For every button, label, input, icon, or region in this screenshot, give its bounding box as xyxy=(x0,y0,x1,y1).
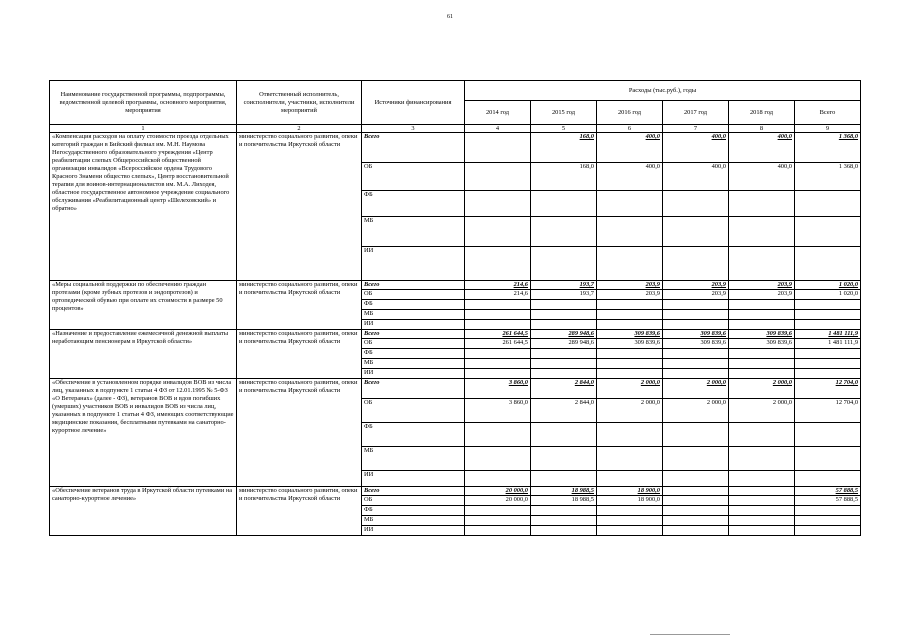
funding-source: МБ xyxy=(362,516,465,526)
amount-cell: 203,9 xyxy=(663,290,729,300)
amount-cell xyxy=(465,320,531,330)
activity-responsible: министерство социального развития, опеки и попечительства Иркутской области xyxy=(237,330,362,379)
funding-source: ФБ xyxy=(362,349,465,359)
amount-cell xyxy=(531,423,597,447)
amount-cell xyxy=(465,310,531,320)
amount-cell xyxy=(795,247,861,281)
amount-cell: 1 368,0 xyxy=(795,133,861,163)
amount-cell xyxy=(597,471,663,487)
amount-cell xyxy=(729,516,795,526)
amount-cell xyxy=(465,526,531,536)
funding-source: МБ xyxy=(362,310,465,320)
amount-cell xyxy=(729,217,795,247)
amount-cell: 400,0 xyxy=(663,163,729,191)
table-row xyxy=(50,379,861,399)
amount-cell xyxy=(465,349,531,359)
amount-cell xyxy=(465,191,531,217)
amount-cell xyxy=(729,496,795,506)
amount-cell xyxy=(663,310,729,320)
amount-cell xyxy=(597,526,663,536)
amount-cell xyxy=(597,516,663,526)
header-expenses: Расходы (тыс.руб.), годы xyxy=(465,81,861,101)
amount-cell xyxy=(795,471,861,487)
amount-cell xyxy=(729,247,795,281)
amount-cell xyxy=(531,300,597,310)
amount-cell: 168,0 xyxy=(531,163,597,191)
amount-cell xyxy=(597,310,663,320)
amount-cell xyxy=(465,300,531,310)
amount-cell: 12 704,0 xyxy=(795,399,861,423)
amount-cell xyxy=(729,320,795,330)
funding-source: ОБ xyxy=(362,290,465,300)
header-name: Наименование государственной программы, подпрограммы, ведомственной целевой программы, основного мероприятия, мероприятия xyxy=(50,81,237,125)
amount-cell xyxy=(597,447,663,471)
funding-source: Всего xyxy=(362,379,465,399)
amount-cell: 2 000,0 xyxy=(663,379,729,399)
activity-responsible: министерство социального развития, опеки и попечительства Иркутской области xyxy=(237,133,362,281)
amount-cell xyxy=(663,423,729,447)
amount-cell xyxy=(663,369,729,379)
amount-cell xyxy=(597,300,663,310)
amount-cell xyxy=(597,247,663,281)
amount-cell xyxy=(465,423,531,447)
funding-source: МБ xyxy=(362,217,465,247)
header-source: Источники финансирования xyxy=(362,81,465,125)
amount-cell: 57 888,5 xyxy=(795,496,861,506)
funding-source: ИИ xyxy=(362,526,465,536)
amount-cell xyxy=(531,349,597,359)
column-number: 8 xyxy=(729,125,795,133)
amount-cell: 1 020,0 xyxy=(795,281,861,290)
funding-source: ИИ xyxy=(362,247,465,281)
funding-source: ОБ xyxy=(362,163,465,191)
column-number: 4 xyxy=(465,125,531,133)
amount-cell xyxy=(729,191,795,217)
activity-name: «Назначение и предоставление ежемесячной денежной выплаты неработающим пенсионерам в Иркутской области» xyxy=(50,330,237,379)
amount-cell: 400,0 xyxy=(597,133,663,163)
funding-source: Всего xyxy=(362,487,465,496)
amount-cell: 400,0 xyxy=(729,163,795,191)
amount-cell xyxy=(531,506,597,516)
amount-cell: 2 844,0 xyxy=(531,379,597,399)
amount-cell xyxy=(795,447,861,471)
amount-cell xyxy=(729,526,795,536)
amount-cell xyxy=(663,447,729,471)
amount-cell xyxy=(663,320,729,330)
amount-cell xyxy=(531,516,597,526)
amount-cell xyxy=(531,247,597,281)
amount-cell: 309 839,6 xyxy=(597,330,663,339)
amount-cell: 261 644,5 xyxy=(465,330,531,339)
amount-cell xyxy=(663,217,729,247)
amount-cell xyxy=(597,217,663,247)
amount-cell xyxy=(597,359,663,369)
activity-name: «Обеспечение в установленном порядке инвалидов ВОВ из числа лиц, указанных в подпункте 1 статьи 4 ФЗ от 12.01.1995 № 5-ФЗ «О Ветеранах» (далее - ФЗ), ветеранов ВОВ и вдов погибших (умерших) участников ВОВ и инвалидов ВОВ из числа лиц, указанных в подпункте 1 статьи 4 ФЗ, имеющих соответствующие медицинские показания, бесплатными путевками на санаторно-курортное лечение» xyxy=(50,379,237,487)
amount-cell: 2 000,0 xyxy=(597,399,663,423)
amount-cell xyxy=(729,506,795,516)
amount-cell xyxy=(729,310,795,320)
amount-cell xyxy=(729,447,795,471)
column-number: 2 xyxy=(237,125,362,133)
amount-cell xyxy=(795,300,861,310)
amount-cell: 18 988,5 xyxy=(531,496,597,506)
amount-cell xyxy=(465,359,531,369)
amount-cell xyxy=(663,471,729,487)
amount-cell xyxy=(531,191,597,217)
amount-cell: 3 860,0 xyxy=(465,399,531,423)
amount-cell: 400,0 xyxy=(663,133,729,163)
amount-cell xyxy=(597,349,663,359)
amount-cell: 309 839,6 xyxy=(729,339,795,349)
amount-cell: 203,9 xyxy=(729,290,795,300)
amount-cell xyxy=(663,526,729,536)
amount-cell xyxy=(531,447,597,471)
amount-cell: 2 000,0 xyxy=(729,399,795,423)
funding-source: ИИ xyxy=(362,320,465,330)
amount-cell: 203,9 xyxy=(597,290,663,300)
amount-cell: 193,7 xyxy=(531,281,597,290)
amount-cell: 261 644,5 xyxy=(465,339,531,349)
activity-responsible: министерство социального развития, опеки и попечительства Иркутской области xyxy=(237,487,362,536)
funding-source: Всего xyxy=(362,330,465,339)
column-number: 7 xyxy=(663,125,729,133)
amount-cell: 20 000,0 xyxy=(465,487,531,496)
amount-cell: 203,9 xyxy=(597,281,663,290)
amount-cell xyxy=(465,247,531,281)
header-year: 2016 год xyxy=(597,101,663,125)
activity-name: «Меры социальной поддержки по обеспечению граждан протезами (кроме зубных протезов и эндопротезов) и ортопедической обувью при оплате их стоимости в размере 50 процентов» xyxy=(50,281,237,330)
amount-cell xyxy=(729,471,795,487)
funding-source: ФБ xyxy=(362,300,465,310)
amount-cell: 309 839,6 xyxy=(663,330,729,339)
amount-cell xyxy=(663,359,729,369)
amount-cell xyxy=(729,349,795,359)
amount-cell: 1 368,0 xyxy=(795,163,861,191)
amount-cell xyxy=(531,369,597,379)
amount-cell: 20 000,0 xyxy=(465,496,531,506)
table-row xyxy=(50,133,861,163)
amount-cell xyxy=(531,310,597,320)
amount-cell: 1 020,0 xyxy=(795,290,861,300)
amount-cell xyxy=(795,310,861,320)
amount-cell xyxy=(795,369,861,379)
amount-cell xyxy=(663,496,729,506)
amount-cell xyxy=(795,423,861,447)
amount-cell xyxy=(795,359,861,369)
amount-cell xyxy=(663,516,729,526)
amount-cell xyxy=(729,359,795,369)
amount-cell xyxy=(465,471,531,487)
amount-cell xyxy=(531,471,597,487)
amount-cell xyxy=(597,506,663,516)
table-row xyxy=(50,330,861,339)
table-row xyxy=(50,487,861,496)
amount-cell xyxy=(465,506,531,516)
header-total: Всего xyxy=(795,101,861,125)
amount-cell xyxy=(597,191,663,217)
amount-cell: 214,6 xyxy=(465,290,531,300)
amount-cell xyxy=(465,217,531,247)
amount-cell xyxy=(465,516,531,526)
funding-source: ОБ xyxy=(362,339,465,349)
header-responsible: Ответственный исполнитель, соисполнители, участники, исполнители мероприятий xyxy=(237,81,362,125)
amount-cell xyxy=(795,516,861,526)
amount-cell xyxy=(729,423,795,447)
amount-cell: 1 481 111,9 xyxy=(795,330,861,339)
table-row xyxy=(50,281,861,290)
column-number: 9 xyxy=(795,125,861,133)
amount-cell: 309 839,6 xyxy=(597,339,663,349)
amount-cell xyxy=(729,369,795,379)
column-number: 1 xyxy=(50,125,237,133)
funding-source: ИИ xyxy=(362,471,465,487)
funding-source: МБ xyxy=(362,447,465,471)
amount-cell xyxy=(663,349,729,359)
amount-cell xyxy=(663,506,729,516)
column-number: 6 xyxy=(597,125,663,133)
amount-cell: 57 888,5 xyxy=(795,487,861,496)
amount-cell xyxy=(795,526,861,536)
amount-cell xyxy=(531,359,597,369)
funding-source: ФБ xyxy=(362,191,465,217)
amount-cell: 193,7 xyxy=(531,290,597,300)
amount-cell: 3 860,0 xyxy=(465,379,531,399)
amount-cell xyxy=(729,487,795,496)
amount-cell xyxy=(795,349,861,359)
amount-cell: 18 900,0 xyxy=(597,496,663,506)
amount-cell: 12 704,0 xyxy=(795,379,861,399)
header-year: 2018 год xyxy=(729,101,795,125)
amount-cell: 214,6 xyxy=(465,281,531,290)
amount-cell: 2 000,0 xyxy=(663,399,729,423)
funding-source: ФБ xyxy=(362,423,465,447)
column-number: 5 xyxy=(531,125,597,133)
amount-cell xyxy=(663,247,729,281)
header-year: 2017 год xyxy=(663,101,729,125)
funding-source: Всего xyxy=(362,281,465,290)
amount-cell: 2 844,0 xyxy=(531,399,597,423)
amount-cell xyxy=(663,300,729,310)
table-body xyxy=(50,133,861,536)
amount-cell xyxy=(531,217,597,247)
amount-cell: 18 988,5 xyxy=(531,487,597,496)
scan-artifact-line xyxy=(650,634,730,635)
activity-responsible: министерство социального развития, опеки и попечительства Иркутской области xyxy=(237,281,362,330)
amount-cell xyxy=(597,423,663,447)
header-year: 2014 год xyxy=(465,101,531,125)
funding-source: ОБ xyxy=(362,399,465,423)
column-number: 3 xyxy=(362,125,465,133)
funding-source: ОБ xyxy=(362,496,465,506)
funding-source: Всего xyxy=(362,133,465,163)
expenses-table xyxy=(49,80,861,536)
amount-cell xyxy=(465,163,531,191)
activity-name: «Компенсация расходов на оплату стоимости проезда отдельных категорий граждан в Бийский филиал им. М.Н. Наумова Негосударственного образовательного учреждения «Центр реабилитации слепых Общероссийской общественной организации инвалидов «Всероссийское ордена Трудового Красного Знамени общество слепых», Центр восстановительной терапии для воинов-интернационалистов им. М.А. Лиходея, областное государственное автономное учреждение социального обслуживания «Реабилитационный центр «Шелеховский» и обратно» xyxy=(50,133,237,281)
amount-cell: 18 900,0 xyxy=(597,487,663,496)
amount-cell: 400,0 xyxy=(729,133,795,163)
page-number: 61 xyxy=(447,14,453,20)
amount-cell xyxy=(465,369,531,379)
amount-cell: 289 948,6 xyxy=(531,339,597,349)
amount-cell xyxy=(465,447,531,471)
amount-cell: 309 839,6 xyxy=(663,339,729,349)
amount-cell xyxy=(531,320,597,330)
amount-cell xyxy=(795,191,861,217)
amount-cell: 2 000,0 xyxy=(597,379,663,399)
amount-cell: 203,9 xyxy=(729,281,795,290)
amount-cell xyxy=(795,506,861,516)
amount-cell: 1 481 111,9 xyxy=(795,339,861,349)
amount-cell: 203,9 xyxy=(663,281,729,290)
amount-cell xyxy=(531,526,597,536)
funding-source: ФБ xyxy=(362,506,465,516)
amount-cell xyxy=(729,300,795,310)
activity-name: «Обеспечение ветеранов труда в Иркутской области путевками на санаторно-курортное лечение» xyxy=(50,487,237,536)
amount-cell: 289 948,6 xyxy=(531,330,597,339)
amount-cell xyxy=(465,133,531,163)
amount-cell: 168,0 xyxy=(531,133,597,163)
funding-source: ИИ xyxy=(362,369,465,379)
amount-cell xyxy=(795,217,861,247)
activity-responsible: министерство социального развития, опеки и попечительства Иркутской области xyxy=(237,379,362,487)
amount-cell xyxy=(795,320,861,330)
header-year: 2015 год xyxy=(531,101,597,125)
amount-cell xyxy=(597,369,663,379)
amount-cell xyxy=(597,320,663,330)
amount-cell xyxy=(663,487,729,496)
amount-cell: 2 000,0 xyxy=(729,379,795,399)
funding-source: МБ xyxy=(362,359,465,369)
amount-cell xyxy=(663,191,729,217)
amount-cell: 400,0 xyxy=(597,163,663,191)
amount-cell: 309 839,6 xyxy=(729,330,795,339)
